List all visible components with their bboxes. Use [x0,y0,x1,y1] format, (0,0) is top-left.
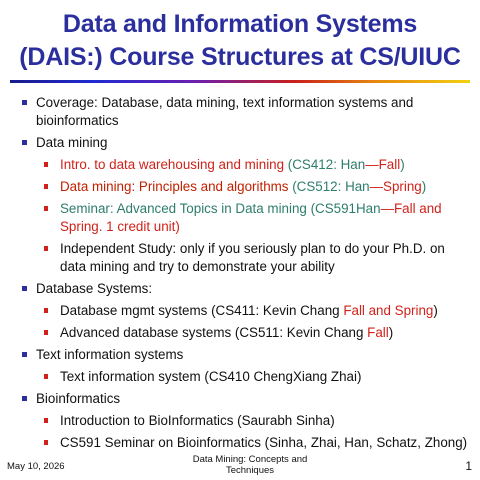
square-bullet-icon [22,140,27,145]
square-bullet-icon [44,206,48,211]
title-line-2: (DAIS:) Course Structures at CS/UIUC [19,43,461,71]
footer-date: May 10, 2026 [7,461,65,472]
bullet-database-systems: Database Systems: [20,280,472,298]
square-bullet-icon [44,440,48,445]
sub-bullet-cs512: Data mining: Principles and algorithms (CS512: Han—Spring) [20,178,472,196]
square-bullet-icon [22,286,27,291]
bullet-bioinformatics: Bioinformatics [20,390,472,408]
square-bullet-icon [22,396,27,401]
bullet-data-mining: Data mining [20,134,472,152]
sub-bullet-cs412: Intro. to data warehousing and mining (CS412: Han—Fall) [20,156,472,174]
square-bullet-icon [44,418,48,423]
bullet-coverage: Coverage: Database, data mining, text information systems and bioinformatics [20,94,472,130]
square-bullet-icon [22,100,27,105]
sub-bullet-cs411: Database mgmt systems (CS411: Kevin Chang Fall and Spring) [20,302,472,320]
slide-title [0,8,480,74]
square-bullet-icon [44,184,48,189]
footer-title: Data Mining: Concepts and Techniques [192,454,308,476]
square-bullet-icon [44,374,48,379]
square-bullet-icon [44,162,48,167]
square-bullet-icon [44,330,48,335]
bullet-text-information-systems: Text information systems [20,346,472,364]
title-line-1: Data and Information Systems [62,10,418,38]
page-number: 1 [465,459,472,473]
sub-bullet-intro-bioinformatics: Introduction to BioInformatics (Saurabh Sinha) [20,412,472,430]
square-bullet-icon [44,246,48,251]
title-gradient-rule [10,80,470,83]
square-bullet-icon [22,352,27,357]
sub-bullet-cs591-bioinformatics: CS591 Seminar on Bioinformatics (Sinha, Zhai, Han, Schatz, Zhong) [20,434,472,452]
sub-bullet-independent-study: Independent Study: only if you seriously plan to do your Ph.D. on data mining and try to demonstrate your ability [20,240,472,276]
bullet-list [20,94,472,456]
square-bullet-icon [44,308,48,313]
sub-bullet-cs410: Text information system (CS410 ChengXiang Zhai) [20,368,472,386]
sub-bullet-cs591-seminar: Seminar: Advanced Topics in Data mining (CS591Han—Fall and Spring. 1 credit unit) [20,200,472,236]
sub-bullet-cs511: Advanced database systems (CS511: Kevin Chang Fall) [20,324,472,342]
